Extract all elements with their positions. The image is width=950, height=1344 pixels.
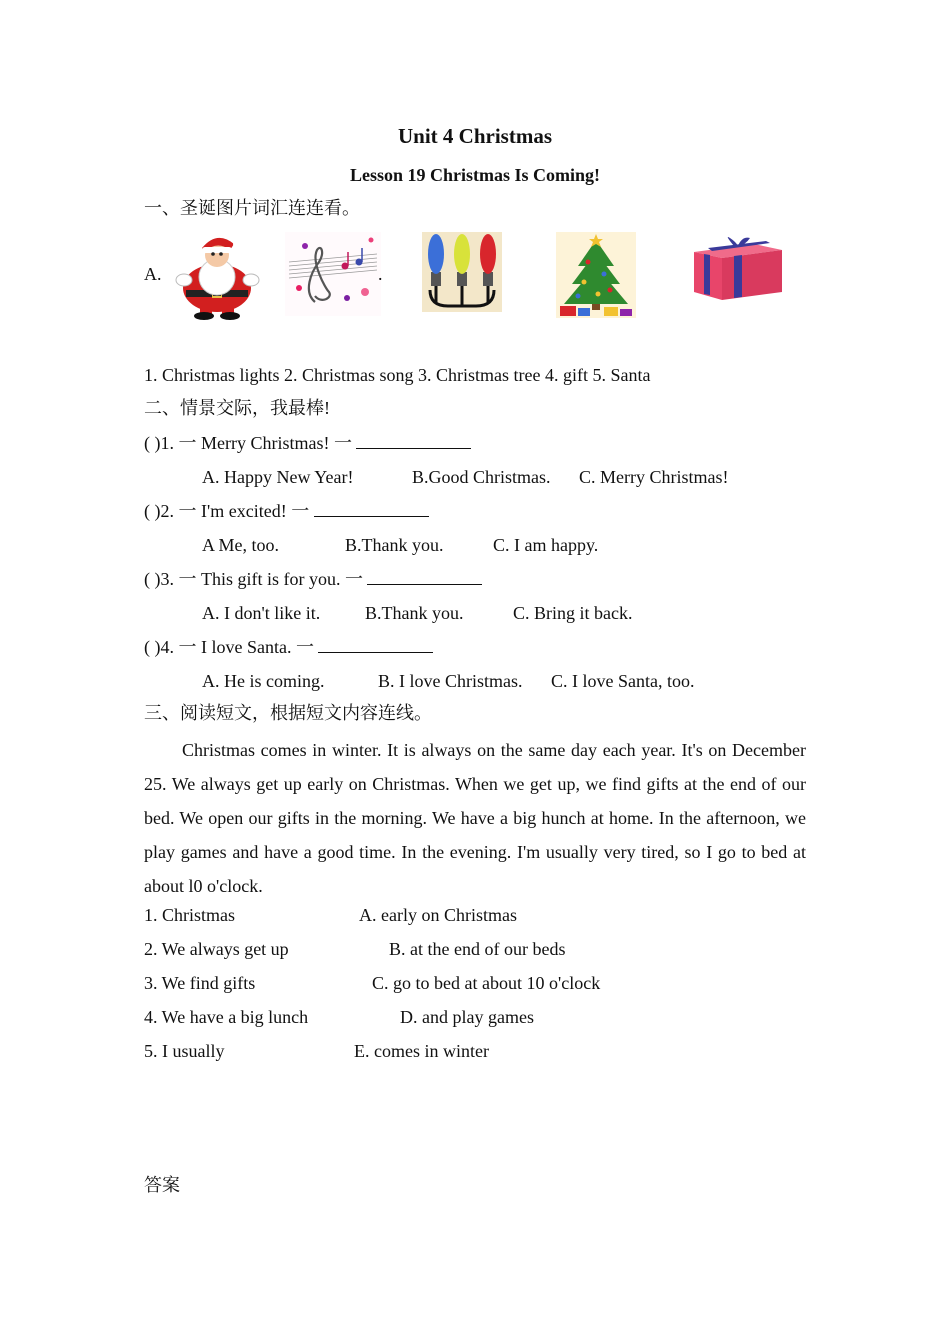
q4-option-a: A. He is coming. [202,671,325,691]
question-3-text: ( )3. 一 This gift is for you. 一 [144,569,368,589]
section2-heading: 二、情景交际，我最棒! [144,398,330,418]
vocabulary-word-list: 1. Christmas lights 2. Christmas song 3. Christmas tree 4. gift 5. Santa [144,365,651,385]
match-left-1: 1. Christmas [144,905,236,925]
q3-option-a: A. I don't like it. [202,603,321,623]
q1-option-b: B.Good Christmas. [412,467,551,487]
question-2-text: ( )2. 一 I'm excited! 一 [144,501,314,521]
match-left-2: 2. We always get up [144,939,289,959]
question-4 [144,636,433,658]
question-1-text: ( )1. 一 Merry Christmas! 一 [144,433,357,453]
answer-blank-4[interactable] [318,636,433,653]
reading-passage: Christmas comes in winter. It is always on the same day each year. It's on December 25. We always get up early on Christmas. When we get up, we find gifts at the end of our bed. We open our gifts in the morning. We have a big hunch at home. In the afternoon, we play games and have a good time. In the evening. I'm usually very tired, so I go to bed at about l0 o'clock. [144,740,806,896]
q3-option-c: C. Bring it back. [513,603,633,623]
q1-option-c: C. Merry Christmas! [579,467,729,487]
q4-option-b: B. I love Christmas. [378,671,523,691]
match-left-4: 4. We have a big lunch [144,1007,309,1027]
match-right-d: D. and play games [400,1007,534,1027]
music-notes-picture [285,232,381,316]
question-3 [144,568,482,590]
q1-option-a: A. Happy New Year! [202,467,354,487]
q2-option-a: A Me, too. [202,535,280,555]
gift-box-picture [690,234,784,302]
answer-heading: 答案 [144,1175,180,1195]
page-title: Unit 4 Christmas [397,124,552,148]
picture-dot: . [378,264,383,284]
santa-picture [172,228,262,320]
match-left-3: 3. We find gifts [144,973,256,993]
section1-heading: 一、圣诞图片词汇连连看。 [144,198,360,218]
section3-heading: 三、阅读短文，根据短文内容连线。 [144,703,432,723]
answer-blank-1[interactable] [356,432,471,449]
answer-blank-3[interactable] [367,568,482,585]
label-a: A. [144,264,162,284]
match-left-5: 5. I usually [144,1041,225,1061]
match-right-a: A. early on Christmas [359,905,517,925]
question-2 [144,500,429,522]
answer-blank-2[interactable] [314,500,429,517]
christmas-tree-picture [556,232,636,318]
match-right-b: B. at the end of our beds [389,939,566,959]
match-right-c: C. go to bed at about 10 o'clock [372,973,601,993]
question-1 [144,432,471,454]
q2-option-b: B.Thank you. [345,535,444,555]
q3-option-b: B.Thank you. [365,603,464,623]
q2-option-c: C. I am happy. [493,535,599,555]
christmas-lights-picture [422,232,502,312]
match-right-e: E. comes in winter [354,1041,489,1061]
q4-option-c: C. I love Santa, too. [551,671,695,691]
question-4-text: ( )4. 一 I love Santa. 一 [144,637,319,657]
lesson-subtitle: Lesson 19 Christmas Is Coming! [349,165,601,185]
